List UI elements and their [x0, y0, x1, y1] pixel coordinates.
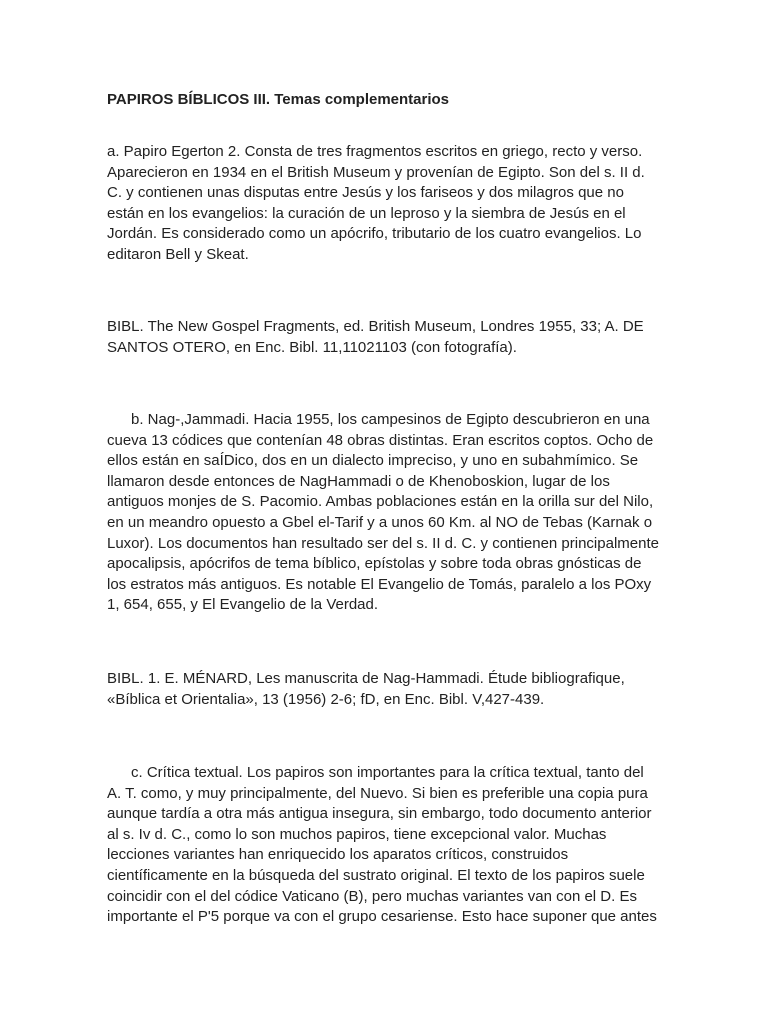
bibliography-a: [107, 317, 667, 358]
text-line: c. Crítica textual. Los papiros son importantes para la crítica textual, tanto del: [131, 764, 644, 781]
text-line: están en los evangelios: la curación de un leproso y la siembra de Jesús en el: [107, 204, 626, 222]
text-line: «Bíblica et Orientalia», 13 (1956) 2-6; fD, en Enc. Bibl. V,427-439.: [107, 690, 545, 708]
text-line: SANTOS OTERO, en Enc. Bibl. 11,11021103 (con fotografía).: [107, 338, 517, 356]
text-line: BIBL. 1. E. MÉNARD, Les manuscrita de Nag-Hammadi. Étude bibliografique,: [107, 670, 625, 687]
text-line: apocalipsis, apócrifos de tema bíblico, epístolas y sobre toda obras gnósticas de: [107, 555, 642, 573]
text-line: 1, 654, 655, y El Evangelio de la Verdad.: [107, 596, 379, 614]
text-line: importante el P'5 porque va con el grupo cesariense. Esto hace suponer que antes: [107, 908, 657, 926]
text-line: a. Papiro Egerton 2. Consta de tres fragmentos escritos en griego, recto y verso.: [107, 143, 643, 160]
text-line: b. Nag-,Jammadi. Hacia 1955, los campesinos de Egipto descubrieron en una: [131, 411, 650, 428]
text-line: Luxor). Los documentos han resultado ser del s. II d. C. y contienen principalmente: [107, 534, 659, 552]
paragraph-c: [107, 763, 667, 928]
text-line: antiguos monjes de S. Pacomio. Ambas poblaciones están en la orilla sur del Nilo,: [107, 493, 654, 511]
text-line: llamaron desde entonces de NagHammadi o de Khenoboskion, lugar de los: [107, 472, 610, 490]
text-line: Jordán. Es considerado como un apócrifo, tributario de los cuatro evangelios. Lo: [107, 225, 642, 243]
text-line: lecciones variantes han enriquecido los aparatos críticos, construidos: [107, 846, 569, 864]
text-line: al s. Iv d. C., como lo son muchos papiros, tiene excepcional valor. Muchas: [107, 825, 607, 843]
text-line: en un meandro opuesto a Gbel el-Tarif y a unos 60 Km. al NO de Tebas (Karnak o: [107, 513, 653, 531]
text-line: editaron Bell y Skeat.: [107, 245, 249, 263]
text-line: ellos están en saÍDico, dos en un dialecto impreciso, y uno en subahmímico. Se: [107, 452, 639, 470]
text-line: coincidir con el del códice Vaticano (B), pero muchas variantes van con el D. Es: [107, 887, 637, 905]
document-title: PAPIROS BÍBLICOS III. Temas complementarios: [107, 91, 450, 108]
paragraph-a: [107, 142, 667, 266]
paragraph-b: [107, 410, 667, 616]
text-line: los estratos más antiguos. Es notable El Evangelio de Tomás, paralelo a los POxy: [107, 575, 652, 593]
text-line: aunque tardía a otra más antigua insegura, sin embargo, todo documento anterior: [107, 805, 652, 823]
text-line: A. T. como, y muy principalmente, del Nuevo. Si bien es preferible una copia pura: [107, 784, 648, 802]
text-line: científicamente en la búsqueda del sustrato original. El texto de los papiros suele: [107, 866, 645, 884]
text-line: BIBL. The New Gospel Fragments, ed. British Museum, Londres 1955, 33; A. DE: [107, 318, 644, 335]
text-line: Aparecieron en 1934 en el British Museum y provenían de Egipto. Son del s. II d.: [107, 163, 645, 181]
text-line: C. y contienen unas disputas entre Jesús y los fariseos y dos milagros que no: [107, 184, 624, 202]
text-line: cueva 13 códices que contenían 48 obras distintas. Eran escritos coptos. Ocho de: [107, 431, 654, 449]
bibliography-b: [107, 669, 667, 710]
